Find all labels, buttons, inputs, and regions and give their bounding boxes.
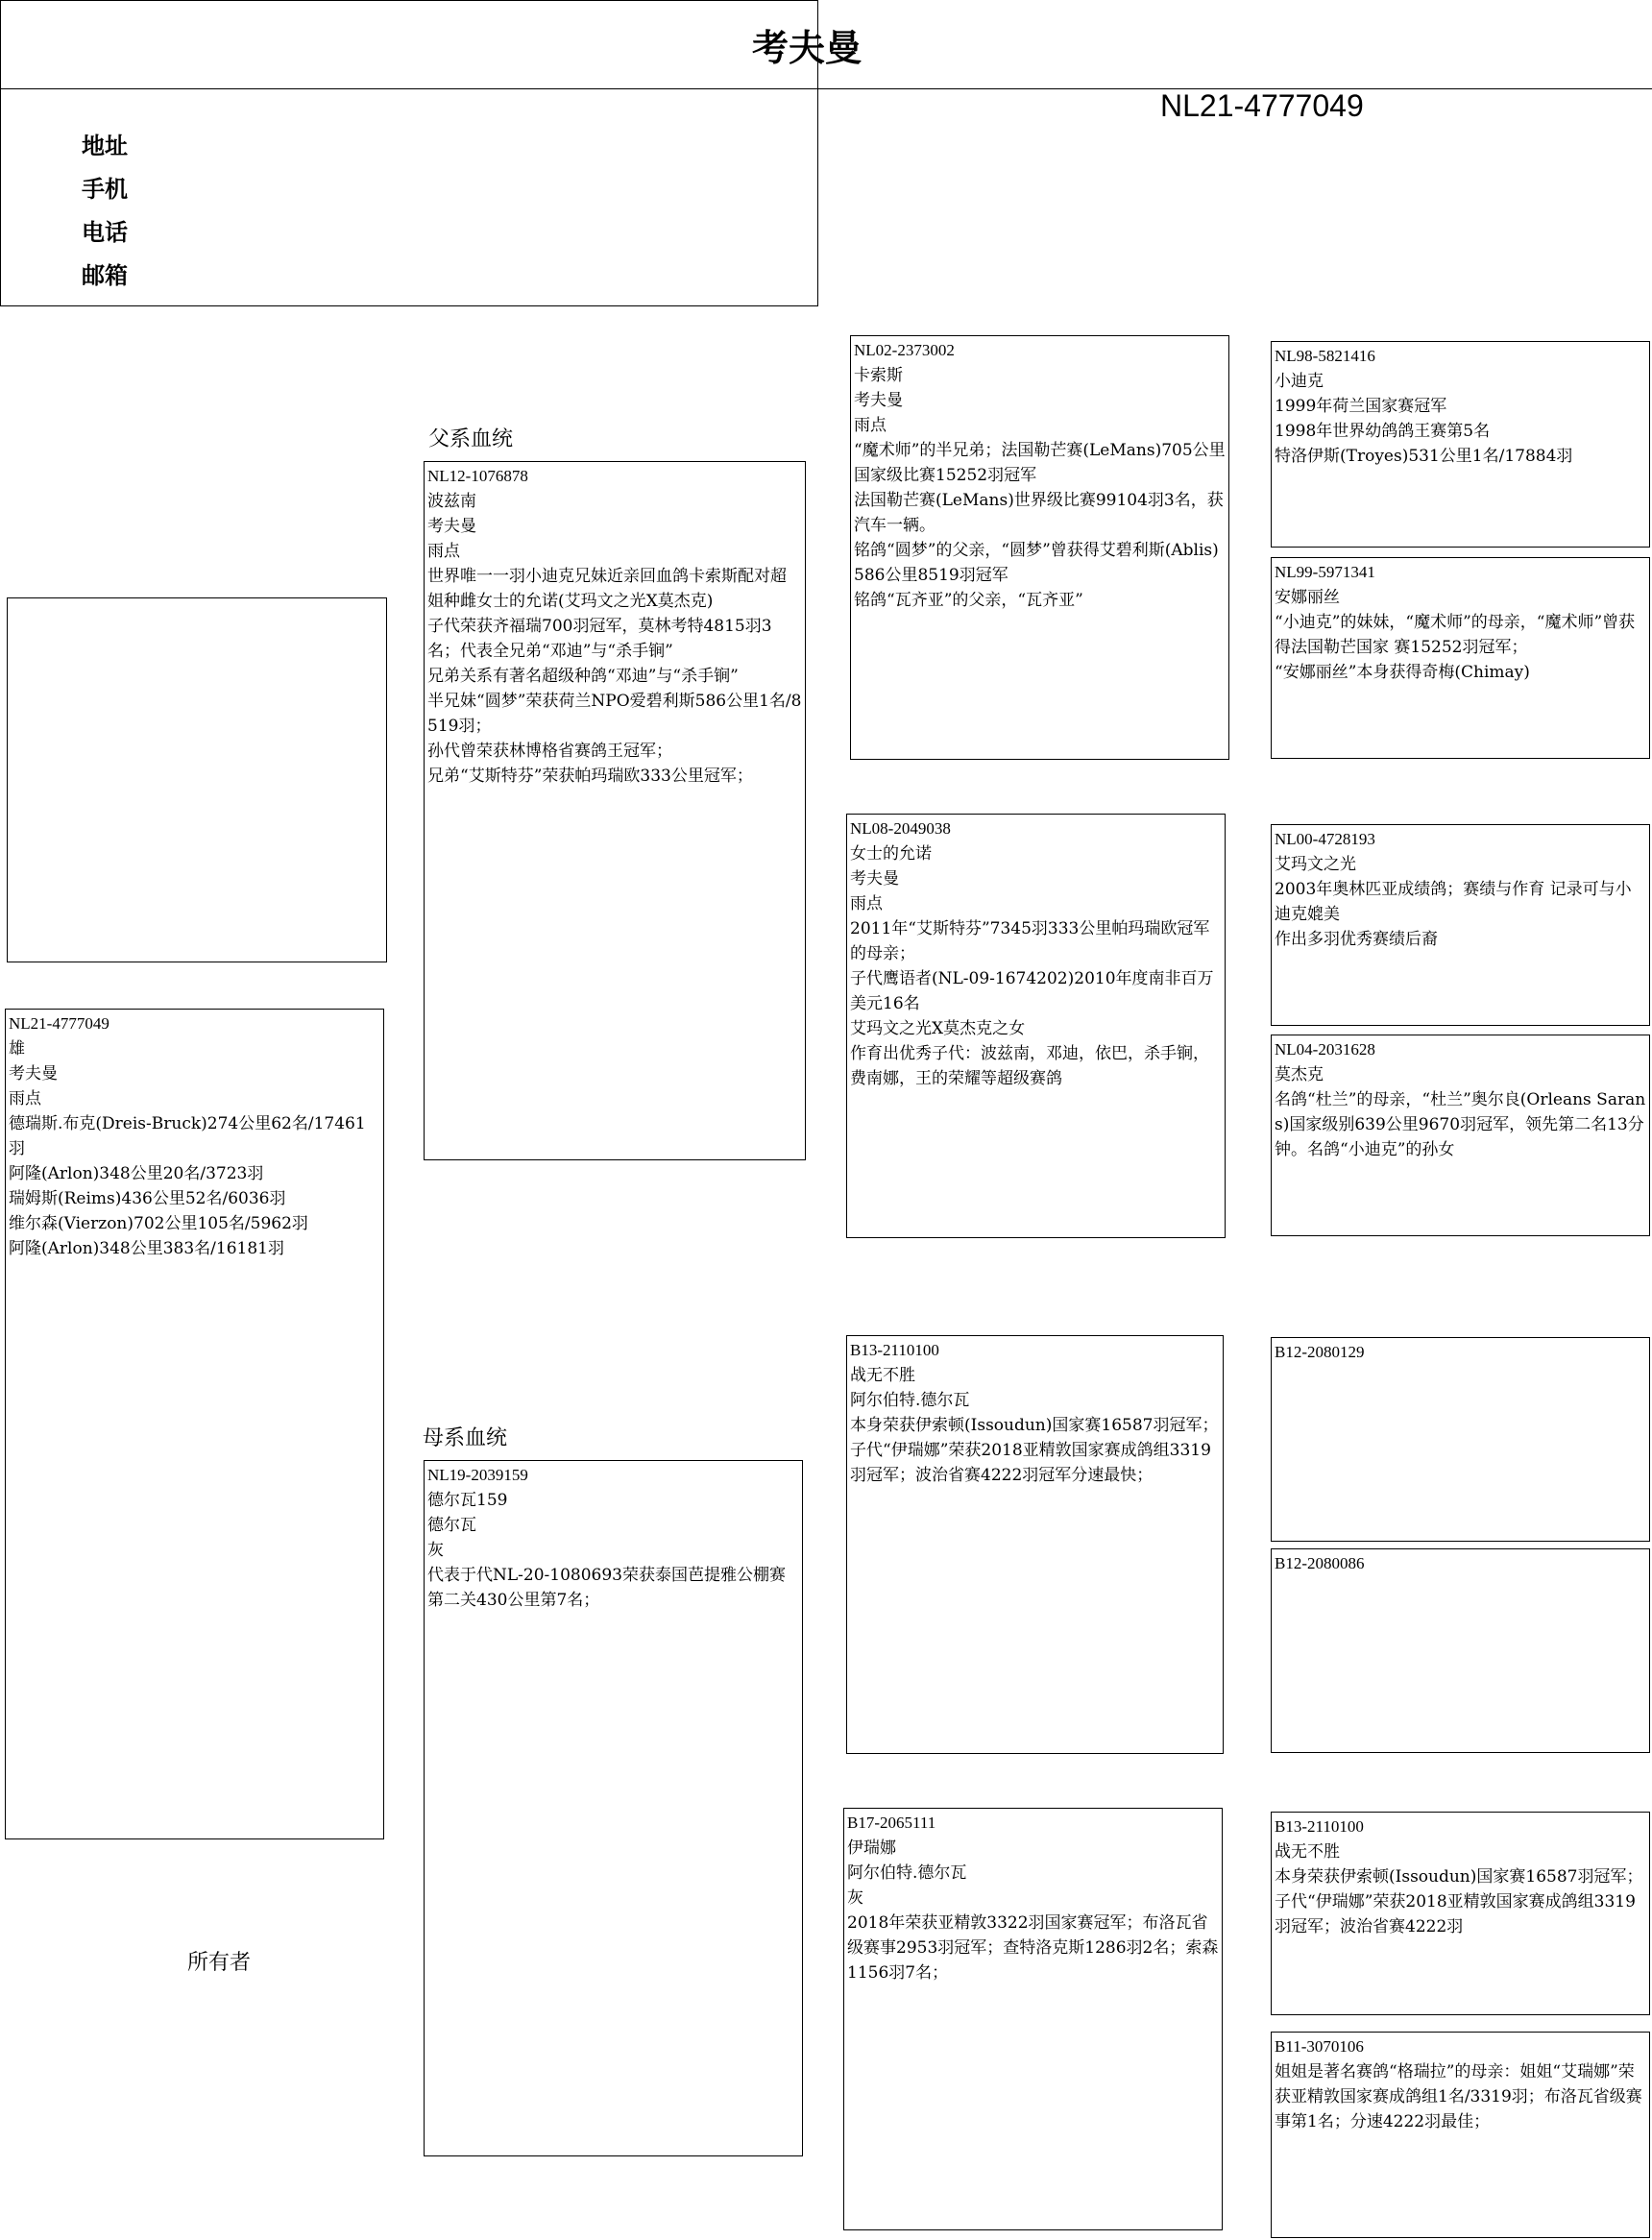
card-line: 雄 — [9, 1039, 25, 1059]
ring-number: NL04-2031628 — [1275, 1040, 1375, 1059]
ddd-card — [1271, 2032, 1650, 2238]
ring-number: NL21-4777049 — [9, 1014, 109, 1033]
ring-number: NL00-4728193 — [1275, 830, 1375, 848]
card-line: 1998年世界幼鸽鸽王赛第5名 — [1275, 422, 1491, 441]
sds-card — [1271, 824, 1650, 1026]
card-line: 雨点 — [427, 542, 460, 561]
ring-number: B11-3070106 — [1275, 2037, 1364, 2056]
card-line: 阿尔伯特.德尔瓦 — [847, 1863, 967, 1883]
card-line: 本身荣获伊索顿(Issoudun)国家赛16587羽冠军； — [1275, 1867, 1643, 1887]
contact-mobile-label: 手机 — [82, 176, 128, 203]
card-line: 法国勒芒赛(LeMans)世界级比赛99104羽3名，获汽车一辆。 — [854, 491, 1224, 535]
card-line: 铭鸽“瓦齐亚”的父亲，“瓦齐亚” — [854, 591, 1083, 610]
card-line: 维尔森(Vierzon)702公里105名/5962羽 — [9, 1214, 308, 1233]
ring-number: NL98-5821416 — [1275, 347, 1375, 365]
card-line: 半兄妹“圆梦”荣获荷兰NPO爱碧利斯586公里1名/8519羽； — [427, 692, 802, 736]
owner-header — [0, 0, 862, 306]
card-line: 兄弟关系有著名超级种鸽“邓迪”与“杀手锏” — [427, 667, 739, 686]
ssd-card — [1271, 557, 1650, 759]
contact-email-label: 邮箱 — [82, 262, 128, 289]
card-line: 波兹南 — [427, 492, 476, 511]
dds-card — [1271, 1812, 1650, 2015]
card-line: “小迪克”的妹妹，“魔术师”的母亲，“魔术师”曾获得法国勒芒国家 赛15252羽冠军； — [1275, 613, 1636, 657]
card-line: 艾玛文之光 — [1275, 855, 1356, 874]
owner-name: 考夫曼 — [751, 26, 862, 69]
ring-number: NL99-5971341 — [1275, 563, 1375, 581]
card-line: 女士的允诺 — [850, 844, 932, 864]
ring-number: B17-2065111 — [847, 1814, 936, 1832]
sire-card — [424, 461, 806, 1160]
card-line: “魔术师”的半兄弟；法国勒芒赛(LeMans)705公里国家级比赛15252羽冠军 — [854, 441, 1226, 485]
card-line: 瑞姆斯(Reims)436公里52名/6036羽 — [9, 1189, 286, 1208]
card-line: 子代荣获齐福瑞700羽冠军，莫林考特4815羽3名；代表全兄弟“邓迪”与“杀手锏” — [427, 617, 772, 661]
card-line: 小迪克 — [1275, 372, 1324, 391]
card-line: 作育出优秀子代：波兹南，邓迪，依巴，杀手锏，费南娜，王的荣耀等超级赛鸽 — [850, 1044, 1209, 1088]
sdd-card — [1271, 1035, 1650, 1236]
contact-phone-label: 电话 — [82, 219, 128, 246]
card-line: 2003年奥林匹亚成绩鸽；赛绩与作育 记录可与小迪克媲美 — [1275, 880, 1632, 924]
card-line: “安娜丽丝”本身获得奇梅(Chimay) — [1275, 663, 1530, 682]
ring-number: NL19-2039159 — [427, 1466, 528, 1484]
card-line: 作出多羽优秀赛绩后裔 — [1275, 930, 1438, 949]
sss-card — [1271, 341, 1650, 548]
card-line: 艾玛文之光X莫杰克之女 — [850, 1019, 1026, 1038]
dam-dam-card — [843, 1808, 1223, 2230]
ring-number: B13-2110100 — [850, 1341, 939, 1359]
card-line: 安娜丽丝 — [1275, 588, 1340, 607]
sire-dam-card — [846, 814, 1226, 1238]
card-line: 代表于代NL-20-1080693荣获泰国芭提雅公棚赛第二关430公里第7名； — [427, 1566, 786, 1610]
card-line: 2011年“艾斯特芬”7345羽333公里帕玛瑞欧冠军的母亲； — [850, 919, 1210, 963]
ring-number: NL12-1076878 — [427, 467, 528, 485]
ring-number: B13-2110100 — [1275, 1817, 1364, 1836]
card-line: 战无不胜 — [1275, 1842, 1340, 1862]
contact-list — [82, 125, 128, 298]
dam-line-title: 母系血统 — [423, 1426, 508, 1450]
card-line: 灰 — [427, 1541, 444, 1560]
card-line: 德尔瓦159 — [427, 1491, 508, 1510]
card-line: 卡索斯 — [854, 366, 903, 385]
card-line: 2018年荣获亚精敦3322羽国家赛冠军；布洛瓦省级赛事2953羽冠军；查特洛克斯1286羽2名；索森1156羽7名； — [847, 1913, 1219, 1983]
card-line: 兄弟“艾斯特芬”荣获帕玛瑞欧333公里冠军； — [427, 767, 753, 786]
card-line: 阿隆(Arlon)348公里383名/16181羽 — [9, 1239, 284, 1258]
card-line: 德尔瓦 — [427, 1516, 476, 1535]
card-line: 雨点 — [9, 1089, 41, 1108]
card-line: 特洛伊斯(Troyes)531公里1名/17884羽 — [1275, 447, 1573, 466]
card-line: 本身荣获伊索顿(Issoudun)国家赛16587羽冠军； — [850, 1416, 1219, 1435]
card-line: 雨点 — [850, 894, 883, 913]
card-line: 1999年荷兰国家赛冠军 — [1275, 397, 1447, 416]
card-line: 铭鸽“圆梦”的父亲，“圆梦”曾获得艾碧利斯(Ablis)586公里8519羽冠军 — [854, 541, 1219, 585]
card-line: 德瑞斯.布克(Dreis-Bruck)274公里62名/17461羽 — [9, 1114, 366, 1158]
card-line: 莫杰克 — [1275, 1065, 1324, 1084]
card-line: 灰 — [847, 1888, 863, 1908]
subject-card — [5, 1009, 384, 1839]
photo-box — [7, 597, 387, 962]
owner-label: 所有者 — [187, 1951, 252, 1975]
dam-sire-card — [846, 1335, 1224, 1754]
card-line: 考夫曼 — [854, 391, 903, 410]
card-line: 姐姐是著名赛鸽“格瑞拉”的母亲：姐姐“艾瑞娜”荣获亚精敦国家赛成鸽组1名/3319羽；布洛瓦省级赛事第1名；分速4222羽最佳； — [1275, 2062, 1642, 2131]
card-line: 考夫曼 — [850, 869, 899, 889]
dss-card — [1271, 1337, 1650, 1542]
card-line: 阿尔伯特.德尔瓦 — [850, 1391, 970, 1410]
contact-address-label: 地址 — [82, 133, 128, 159]
sire-sire-card — [850, 335, 1229, 760]
ring-number: B12-2080129 — [1275, 1343, 1365, 1361]
card-line: 战无不胜 — [850, 1366, 915, 1385]
card-line: 考夫曼 — [427, 517, 476, 536]
ring-number: NL02-2373002 — [854, 341, 955, 359]
owner-name-row — [0, 0, 1652, 89]
card-line: 名鸽“杜兰”的母亲，“杜兰”奥尔良(Orleans Sarans)国家级别639公里9670羽冠军，领先第二名13分钟。名鸽“小迪克”的孙女 — [1275, 1090, 1646, 1159]
card-line: 孙代曾荣获林博格省赛鸽王冠军； — [427, 742, 672, 761]
ring-number: B12-2080086 — [1275, 1554, 1365, 1572]
card-line: 伊瑞娜 — [847, 1838, 896, 1858]
sire-line-title: 父系血统 — [428, 427, 514, 451]
card-line: 阿隆(Arlon)348公里20名/3723羽 — [9, 1164, 264, 1183]
card-line: 子代鹰语者(NL-09-1674202)2010年度南非百万美元16名 — [850, 969, 1214, 1013]
card-line: 子代“伊瑞娜”荣获2018亚精敦国家赛成鸽组3319羽冠军；波治省赛4222羽冠军分速最快； — [850, 1441, 1211, 1485]
card-line: 考夫曼 — [9, 1064, 58, 1083]
card-line: 子代“伊瑞娜”荣获2018亚精敦国家赛成鸽组3319羽冠军；波治省赛4222羽 — [1275, 1892, 1636, 1936]
dam-card — [424, 1460, 803, 2156]
ring-number: NL08-2049038 — [850, 819, 951, 838]
card-line: 世界唯一一羽小迪克兄妹近亲回血鸽卡索斯配对超姐种雌女士的允诺(艾玛文之光X莫杰克) — [427, 567, 787, 611]
ring-number-title: NL21-4777049 — [1160, 88, 1364, 123]
card-line: 雨点 — [854, 416, 887, 435]
dsd-card — [1271, 1548, 1650, 1753]
